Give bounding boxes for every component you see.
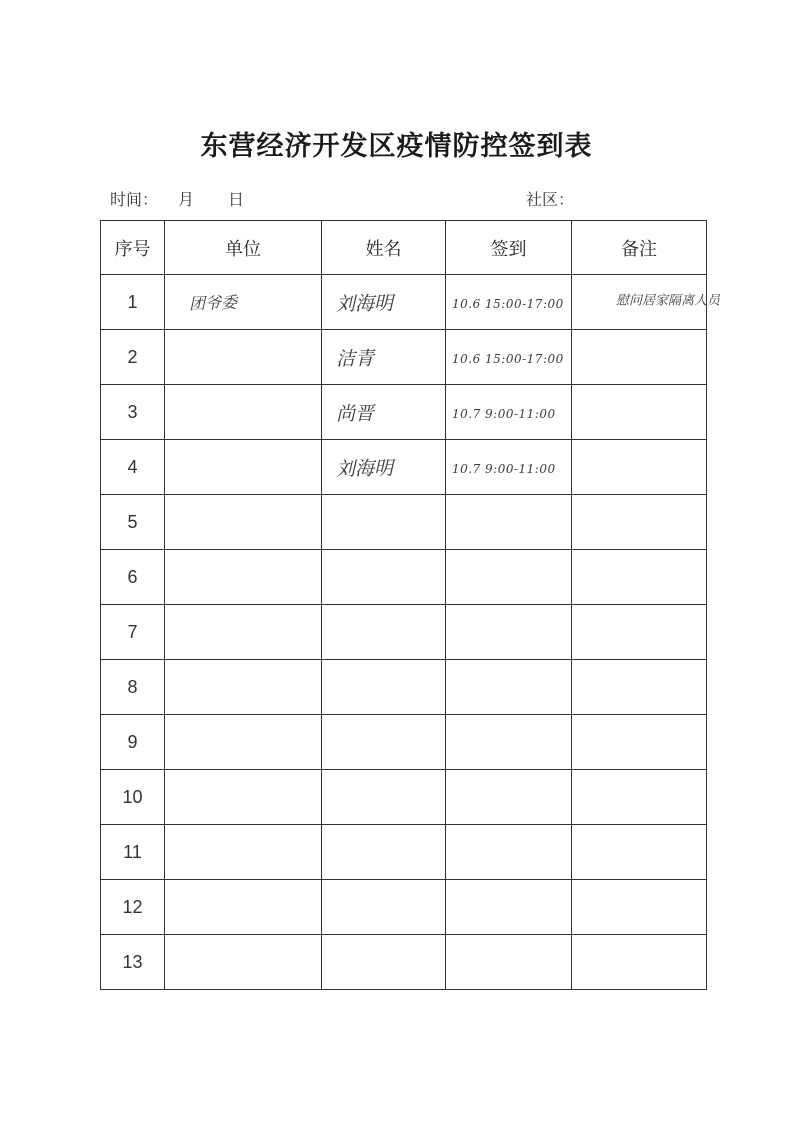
table-row [101,440,707,495]
cell-number: 9 [101,715,165,770]
cell-name [322,275,446,330]
header-unit: 单位 [165,221,322,275]
cell-number: 7 [101,605,165,660]
cell-name [322,660,446,715]
sign-text: 10.6 15:00-17:00 [452,351,564,366]
cell-unit [165,880,322,935]
cell-unit [165,330,322,385]
table-row [101,660,707,715]
sign-text: 10.7 9:00-11:00 [452,406,556,421]
cell-unit [165,605,322,660]
day-label: 日 [228,190,245,209]
table-row [101,275,707,330]
table-row [101,605,707,660]
cell-number: 5 [101,495,165,550]
table-row [101,715,707,770]
cell-note [572,715,707,770]
header-note: 备注 [572,221,707,275]
cell-name [322,330,446,385]
cell-sign [446,550,572,605]
date-field [110,187,244,210]
table-header-row [101,221,707,275]
table-row [101,770,707,825]
cell-sign [446,275,572,330]
cell-name [322,935,446,990]
cell-unit [165,770,322,825]
community-field [526,187,574,210]
name-text: 洁青 [335,347,375,370]
table-row [101,330,707,385]
table-row [101,880,707,935]
community-label: 社区： [526,190,575,209]
cell-note [572,550,707,605]
header-number: 序号 [101,221,165,275]
cell-unit [165,495,322,550]
unit-text [165,912,189,913]
table-row [101,935,707,990]
cell-sign [446,605,572,660]
sign-text: 10.6 15:00-17:00 [452,296,564,311]
cell-name [322,440,446,495]
cell-sign [446,770,572,825]
name-text: 刘海明 [335,291,394,315]
cell-unit [165,935,322,990]
unit-text [165,472,189,473]
unit-text [165,857,189,858]
cell-unit [165,715,322,770]
name-text: 刘海明 [335,456,394,480]
cell-unit [165,550,322,605]
cell-note [572,385,707,440]
cell-name [322,385,446,440]
cell-sign [446,385,572,440]
cell-number: 3 [101,385,165,440]
cell-note [572,330,707,385]
unit-text [165,637,189,638]
cell-name [322,770,446,825]
cell-sign [446,660,572,715]
cell-note [572,880,707,935]
cell-unit [165,440,322,495]
table-row [101,495,707,550]
unit-text [165,967,189,968]
cell-sign [446,825,572,880]
cell-name [322,605,446,660]
cell-sign [446,880,572,935]
cell-note [572,825,707,880]
cell-number: 13 [101,935,165,990]
cell-unit [165,275,322,330]
cell-number: 12 [101,880,165,935]
month-label: 月 [178,190,195,209]
sign-in-table [100,220,721,990]
cell-number: 8 [101,660,165,715]
unit-text [165,747,189,748]
unit-text [165,582,189,583]
cell-sign [446,935,572,990]
cell-name [322,550,446,605]
cell-name [322,880,446,935]
cell-note [572,605,707,660]
cell-number: 1 [101,275,165,330]
unit-text [165,692,189,693]
cell-unit [165,385,322,440]
table-row [101,825,707,880]
cell-name [322,715,446,770]
unit-text [165,802,189,803]
cell-sign [446,715,572,770]
cell-name [322,495,446,550]
table-row [101,550,707,605]
cell-unit [165,660,322,715]
cell-number: 2 [101,330,165,385]
cell-number: 4 [101,440,165,495]
unit-text [165,417,189,418]
cell-number: 6 [101,550,165,605]
name-text: 尚晋 [335,402,375,425]
note-text: 慰问居家隔离人员 [616,293,721,309]
cell-note [572,660,707,715]
cell-note [572,275,721,330]
cell-unit [165,825,322,880]
cell-number: 11 [101,825,165,880]
sign-text: 10.7 9:00-11:00 [452,461,556,476]
cell-note [572,770,707,825]
time-label: 时间： [110,190,159,209]
cell-sign [446,440,572,495]
cell-note [572,935,707,990]
cell-number: 10 [101,770,165,825]
cell-sign [446,330,572,385]
unit-text: 团爷委 [188,292,238,313]
table-row [101,385,707,440]
cell-name [322,825,446,880]
cell-sign [446,495,572,550]
unit-text [165,527,189,528]
header-sign: 签到 [446,221,572,275]
header-name: 姓名 [322,221,446,275]
cell-note [572,495,707,550]
unit-text [165,362,189,363]
cell-note [572,440,707,495]
page-title: 东营经济开发区疫情防控签到表 [200,131,593,162]
